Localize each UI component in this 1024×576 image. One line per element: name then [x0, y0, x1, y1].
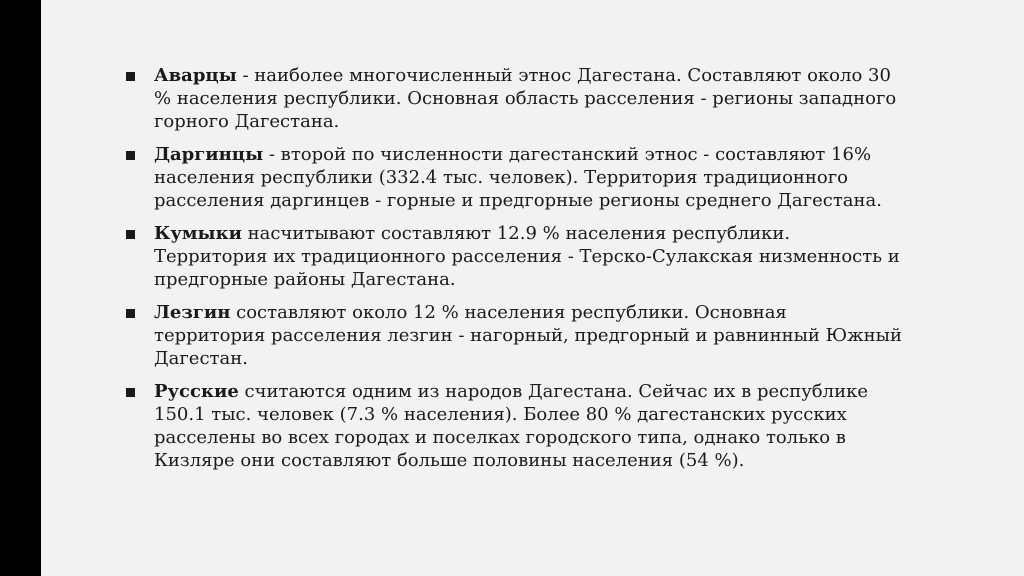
list-item-lezgins [122, 301, 902, 370]
item-text: считаются одним из народов Дагестана. Сейчас их в республике 150.1 тыс. человек (7.3 % населения). Более 80 % дагестанских русских расселены во всех городах и поселках городского типа, однако только в Кизляре они составляют больше половины населения (54 %). [154, 381, 868, 471]
item-term: Даргинцы [154, 144, 264, 165]
item-text: составляют около 12 % населения республики. Основная территория расселения лезгин - нагорный, предгорный и равнинный Южный Дагестан. [154, 302, 902, 369]
square-bullet-icon [126, 72, 135, 81]
square-bullet-icon [126, 230, 135, 239]
item-text: насчитывают составляют 12.9 % населения республики. Территория их традиционного расселения - Терско-Сулакская низменность и предгорные районы Дагестана. [154, 223, 900, 290]
list-item-kumyks [122, 222, 902, 291]
square-bullet-icon [126, 151, 135, 160]
item-text: - наиболее многочисленный этнос Дагестана. Составляют около 30 % населения республики. Основная область расселения - регионы западного горного Дагестана. [154, 65, 897, 132]
item-term: Лезгин [154, 302, 231, 323]
item-text: - второй по численности дагестанский этнос - составляют 16% населения республики (332.4 тыс. человек). Территория традиционного расселения даргинцев - горные и предгорные регионы среднего Дагестана. [154, 144, 882, 211]
list-item-dargins [122, 143, 902, 212]
list-item-avars [122, 64, 902, 133]
list-item-russians [122, 380, 902, 472]
left-accent-bar [0, 0, 41, 576]
item-term: Кумыки [154, 223, 242, 244]
item-term: Аварцы [154, 65, 237, 86]
bullet-list [122, 64, 902, 482]
item-term: Русские [154, 381, 239, 402]
square-bullet-icon [126, 388, 135, 397]
square-bullet-icon [126, 309, 135, 318]
